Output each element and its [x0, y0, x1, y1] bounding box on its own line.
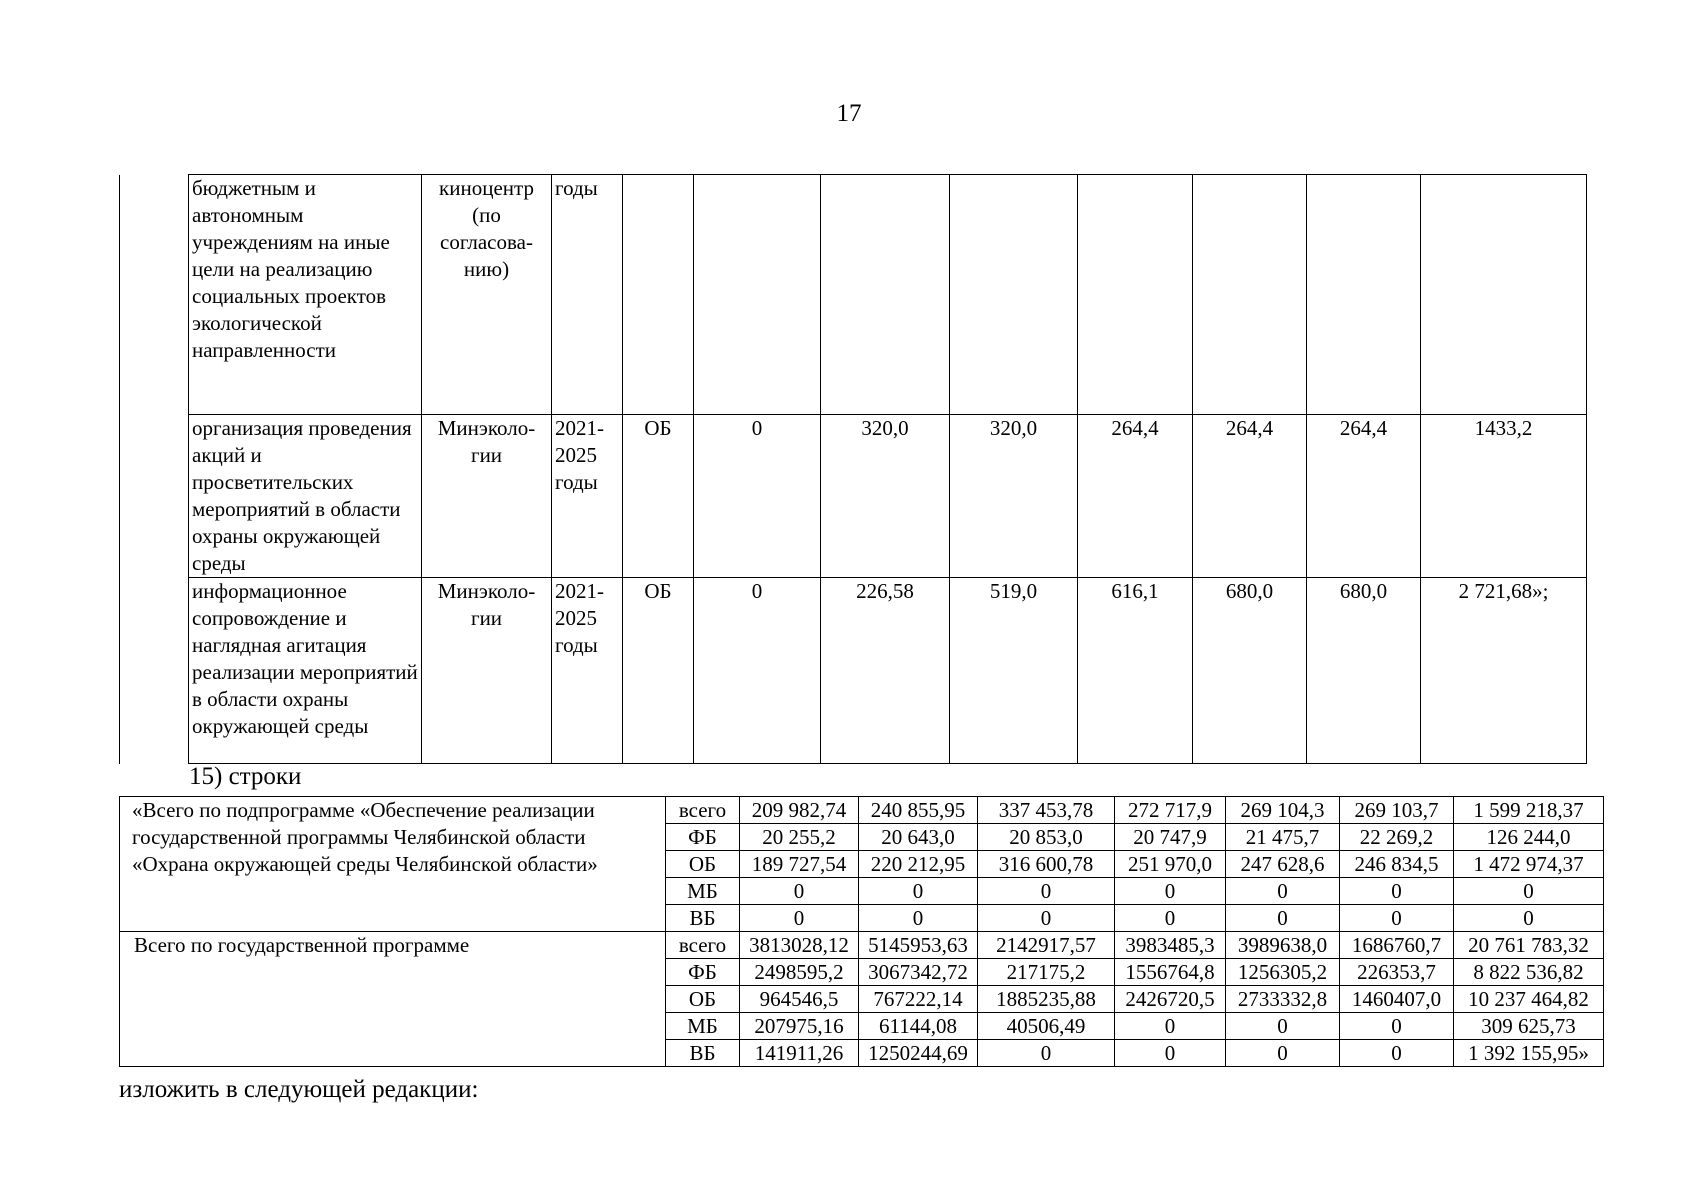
value-cell: 0 — [1226, 1040, 1340, 1067]
value-cell: 3983485,3 — [1115, 932, 1226, 959]
funding-source: всего — [666, 932, 740, 959]
value-cell: 226,58 — [821, 578, 950, 764]
value-cell: 209 982,74 — [740, 797, 859, 824]
value-cell: 519,0 — [950, 578, 1078, 764]
value-cell: 251 970,0 — [1115, 851, 1226, 878]
value-cell: 20 255,2 — [740, 824, 859, 851]
value-cell: 20 643,0 — [859, 824, 978, 851]
value-cell: 22 269,2 — [1340, 824, 1454, 851]
value-cell: 0 — [1340, 1013, 1454, 1040]
value-cell: 0 — [694, 415, 821, 578]
value-cell: 8 822 536,82 — [1454, 959, 1604, 986]
value-cell: 0 — [978, 905, 1115, 932]
activity-row — [120, 415, 1587, 578]
value-cell: 1 472 974,37 — [1454, 851, 1604, 878]
value-cell: 2733332,8 — [1226, 986, 1340, 1013]
value-cell: 264,4 — [1307, 415, 1421, 578]
activities-table — [119, 174, 1587, 764]
value-cell — [821, 175, 950, 415]
value-cell: 337 453,78 — [978, 797, 1115, 824]
value-cell: 0 — [740, 905, 859, 932]
value-cell: 1460407,0 — [1340, 986, 1454, 1013]
value-cell: 264,4 — [1078, 415, 1193, 578]
funding-source: ОБ — [666, 851, 740, 878]
value-cell: 20 761 783,32 — [1454, 932, 1604, 959]
funding-source: ВБ — [666, 905, 740, 932]
value-cell: 5145953,63 — [859, 932, 978, 959]
value-cell: 207975,16 — [740, 1013, 859, 1040]
value-cell: 309 625,73 — [1454, 1013, 1604, 1040]
value-cell: 247 628,6 — [1226, 851, 1340, 878]
value-cell: 21 475,7 — [1226, 824, 1340, 851]
value-cell: 3067342,72 — [859, 959, 978, 986]
value-cell: 320,0 — [821, 415, 950, 578]
totals-title: «Всего по подпрограмме «Обеспечение реализации государственной программы Челябинской области «Охрана окружающей среды Челябинской области» — [120, 797, 666, 932]
value-cell: 3813028,12 — [740, 932, 859, 959]
executor: Минэколо-гии — [422, 578, 552, 764]
value-cell: 20 853,0 — [978, 824, 1115, 851]
value-cell: 10 237 464,82 — [1454, 986, 1604, 1013]
value-cell — [1078, 175, 1193, 415]
period: 2021-2025 годы — [552, 415, 623, 578]
value-cell: 2 721,68»; — [1421, 578, 1587, 764]
value-cell — [694, 175, 821, 415]
value-cell: 0 — [1340, 905, 1454, 932]
value-cell: 0 — [1115, 1013, 1226, 1040]
value-cell: 141911,26 — [740, 1040, 859, 1067]
value-cell: 0 — [1340, 878, 1454, 905]
value-cell: 320,0 — [950, 415, 1078, 578]
empty-index-cell — [120, 175, 189, 415]
funding-source: ОБ — [666, 986, 740, 1013]
value-cell: 1433,2 — [1421, 415, 1587, 578]
totals-title: Всего по государственной программе — [120, 932, 666, 1067]
value-cell: 2142917,57 — [978, 932, 1115, 959]
value-cell: 0 — [1226, 1013, 1340, 1040]
value-cell: 269 103,7 — [1340, 797, 1454, 824]
period: годы — [552, 175, 623, 415]
value-cell: 680,0 — [1307, 578, 1421, 764]
value-cell: 0 — [1340, 1040, 1454, 1067]
value-cell: 189 727,54 — [740, 851, 859, 878]
value-cell: 264,4 — [1193, 415, 1307, 578]
value-cell: 3989638,0 — [1226, 932, 1340, 959]
totals-table — [119, 796, 1604, 1067]
activity-name: бюджетным и автономным учреждениям на иные цели на реализацию социальных проектов экологической направленности — [189, 175, 422, 415]
value-cell: 272 717,9 — [1115, 797, 1226, 824]
value-cell: 0 — [859, 878, 978, 905]
value-cell: 1885235,88 — [978, 986, 1115, 1013]
value-cell: 0 — [694, 578, 821, 764]
funding-source: всего — [666, 797, 740, 824]
value-cell: 0 — [978, 878, 1115, 905]
value-cell: 616,1 — [1078, 578, 1193, 764]
value-cell: 767222,14 — [859, 986, 978, 1013]
value-cell: 0 — [1115, 905, 1226, 932]
value-cell — [1307, 175, 1421, 415]
funding-source — [623, 175, 694, 415]
value-cell — [1193, 175, 1307, 415]
footer-text: изложить в следующей редакции: — [119, 1076, 479, 1103]
value-cell: 0 — [1226, 878, 1340, 905]
period: 2021-2025 годы — [552, 578, 623, 764]
value-cell: 0 — [1454, 878, 1604, 905]
page-number: 17 — [836, 100, 862, 127]
value-cell: 20 747,9 — [1115, 824, 1226, 851]
value-cell: 0 — [740, 878, 859, 905]
activity-row — [120, 578, 1587, 764]
value-cell: 0 — [1226, 905, 1340, 932]
value-cell: 1 599 218,37 — [1454, 797, 1604, 824]
value-cell: 2498595,2 — [740, 959, 859, 986]
funding-source: ФБ — [666, 824, 740, 851]
value-cell: 217175,2 — [978, 959, 1115, 986]
value-cell: 1 392 155,95» — [1454, 1040, 1604, 1067]
value-cell: 61144,08 — [859, 1013, 978, 1040]
value-cell: 0 — [859, 905, 978, 932]
funding-source: ВБ — [666, 1040, 740, 1067]
value-cell: 240 855,95 — [859, 797, 978, 824]
funding-source: ОБ — [623, 415, 694, 578]
value-cell: 1556764,8 — [1115, 959, 1226, 986]
value-cell: 126 244,0 — [1454, 824, 1604, 851]
executor: Минэколо-гии — [422, 415, 552, 578]
funding-source: МБ — [666, 1013, 740, 1040]
value-cell: 40506,49 — [978, 1013, 1115, 1040]
activity-row — [120, 175, 1587, 415]
value-cell: 269 104,3 — [1226, 797, 1340, 824]
value-cell: 2426720,5 — [1115, 986, 1226, 1013]
section-label: 15) строки — [189, 763, 302, 790]
activity-name: организация проведения акций и просветительских мероприятий в области охраны окружающей среды — [189, 415, 422, 578]
empty-index-cell — [120, 415, 189, 578]
value-cell: 0 — [1115, 1040, 1226, 1067]
funding-source: МБ — [666, 878, 740, 905]
value-cell: 1256305,2 — [1226, 959, 1340, 986]
value-cell — [1421, 175, 1587, 415]
funding-source: ОБ — [623, 578, 694, 764]
activity-name: информационное сопровождение и наглядная агитация реализации мероприятий в области охраны окружающей среды — [189, 578, 422, 764]
value-cell: 226353,7 — [1340, 959, 1454, 986]
value-cell: 316 600,78 — [978, 851, 1115, 878]
value-cell: 220 212,95 — [859, 851, 978, 878]
value-cell: 0 — [1454, 905, 1604, 932]
executor: киноцентр (по согласова-нию) — [422, 175, 552, 415]
value-cell: 680,0 — [1193, 578, 1307, 764]
value-cell: 964546,5 — [740, 986, 859, 1013]
value-cell: 1250244,69 — [859, 1040, 978, 1067]
value-cell: 1686760,7 — [1340, 932, 1454, 959]
value-cell — [950, 175, 1078, 415]
empty-index-cell — [120, 578, 189, 764]
value-cell: 246 834,5 — [1340, 851, 1454, 878]
value-cell: 0 — [978, 1040, 1115, 1067]
funding-source: ФБ — [666, 959, 740, 986]
totals-row — [120, 932, 1604, 959]
value-cell: 0 — [1115, 878, 1226, 905]
totals-row — [120, 797, 1604, 824]
